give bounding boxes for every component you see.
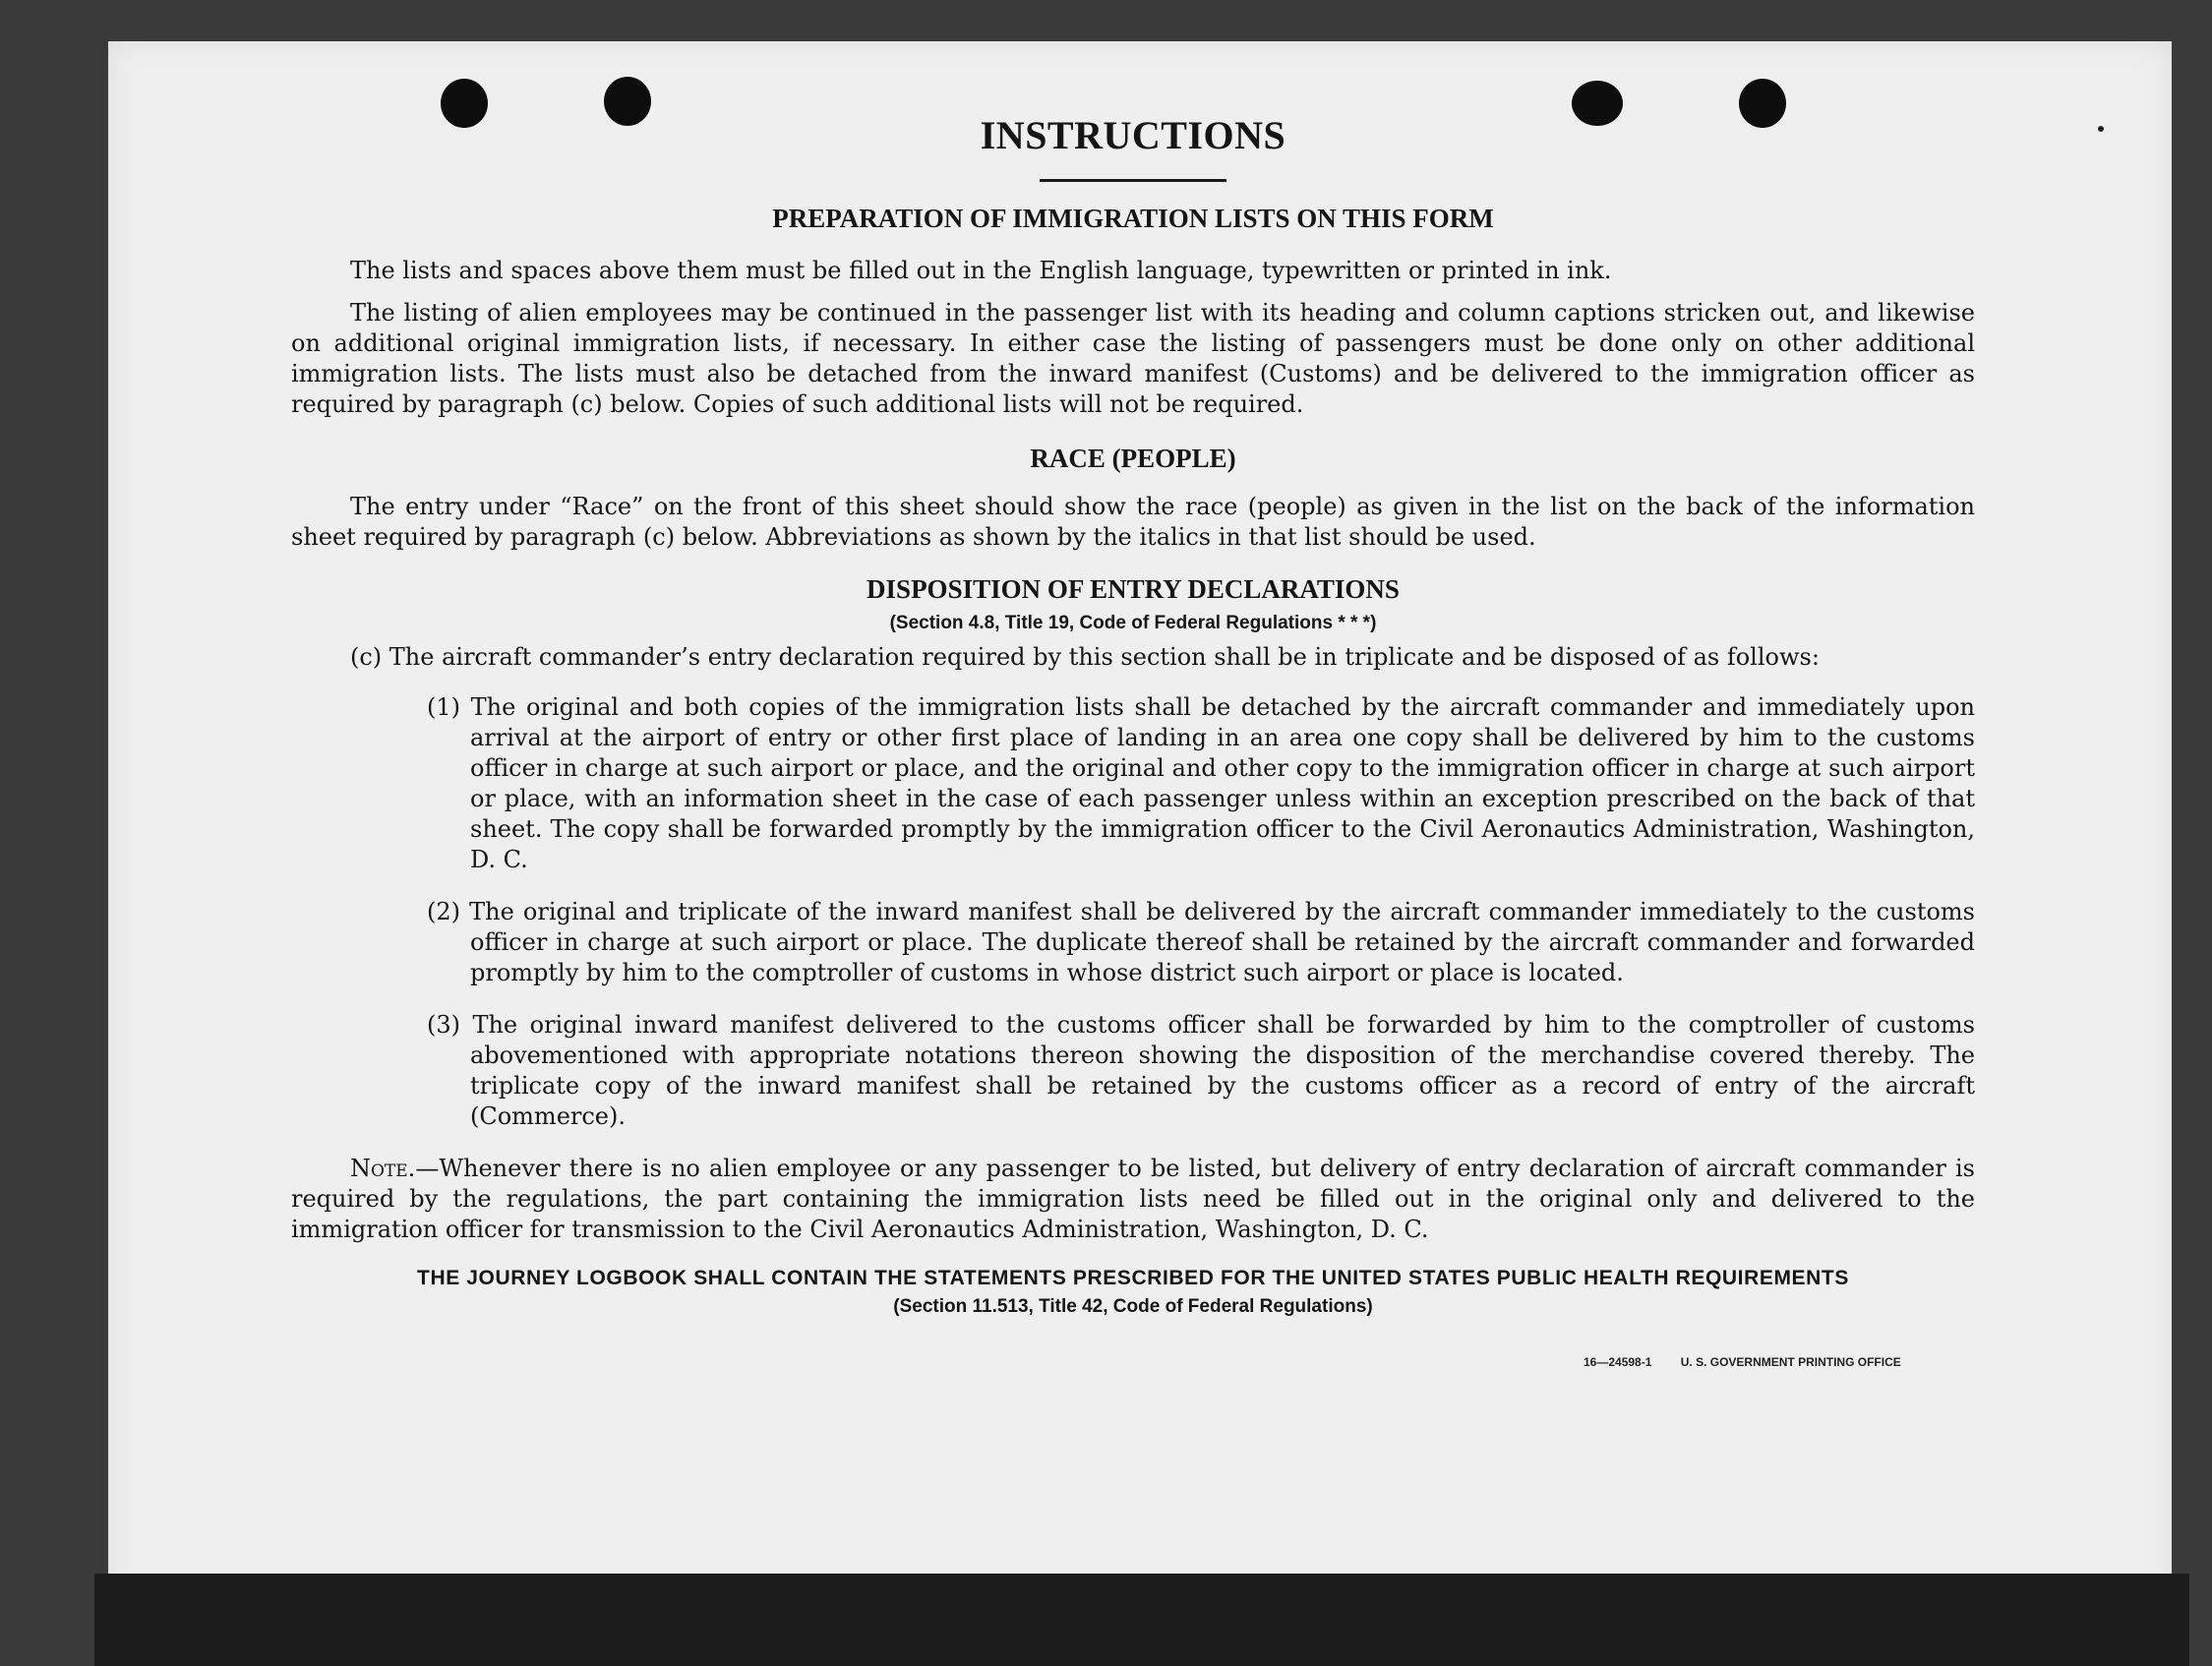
list-item-2: (2) The original and triplicate of the inward manifest shall be delivered by the aircraft commander immediately to the customs officer in charge at such airport or place. The duplicate thereof shall be retained by the aircraft commander and forwarded promptly by him to the comptroller of customs in whose district such airport or place is located. <box>427 898 1975 986</box>
speck-mark <box>2098 126 2104 132</box>
heading-race: RACE (PEOPLE) <box>1030 444 1236 473</box>
list-item-1: (1) The original and both copies of the immigration lists shall be detached by the aircraft commander and immediately upon arrival at the airport of entry or other first place of landing in an area one copy shall be delivered by him to the customs officer in charge at such airport or place, and the original and other copy to the immigration officer in charge at such airport or place, with an information sheet in the case of each passenger unless within an exception prescribed on the back of that sheet. The copy shall be forwarded promptly by the immigration officer to the Civil Aeronautics Administration, Washington, D. C. <box>427 693 1975 873</box>
note-label: Note. <box>350 1155 416 1182</box>
paragraph-preparation-1: The lists and spaces above them must be filled out in the English language, typewritten or printed in ink. <box>350 257 1612 284</box>
page-title: INSTRUCTIONS <box>980 113 1286 157</box>
printer-imprint <box>1584 1355 1927 1369</box>
logbook-statement: THE JOURNEY LOGBOOK SHALL CONTAIN THE STATEMENTS PRESCRIBED FOR THE UNITED STATES PUBLIC HEALTH REQUIREMENTS <box>417 1267 1849 1289</box>
form-number: 16—24598-1 <box>1584 1355 1652 1369</box>
paragraph-disposition-intro: (c) The aircraft commander’s entry declaration required by this section shall be in triplicate and be disposed of as follows: <box>350 643 1820 671</box>
logbook-citation: (Section 11.513, Title 42, Code of Federal Regulations) <box>893 1296 1373 1317</box>
heading-preparation: PREPARATION OF IMMIGRATION LISTS ON THIS FORM <box>772 204 1494 233</box>
torn-bottom-edge <box>94 1574 2189 1666</box>
note-text: —Whenever there is no alien employee or any passenger to be listed, but delivery of entry declaration of aircraft commander is required by the regulations, the part containing the immigration lists need be filled out in the original only and delivered to the immigration officer for transmission to the Civil Aeronautics Administration, Washington, D. C. <box>291 1155 1975 1243</box>
printer-name: U. S. GOVERNMENT PRINTING OFFICE <box>1680 1355 1901 1369</box>
paragraph-race: The entry under “Race” on the front of this sheet should show the race (people) as given in the list on the back of the information sheet required by paragraph (c) below. Abbreviations as shown by the italics in that list should be used. <box>291 493 1975 551</box>
heading-disposition: DISPOSITION OF ENTRY DECLARATIONS <box>867 574 1400 604</box>
citation-disposition: (Section 4.8, Title 19, Code of Federal Regulations * * *) <box>889 613 1377 633</box>
title-underline <box>1040 179 1226 182</box>
document-content <box>291 110 1975 1318</box>
list-item-3: (3) The original inward manifest delivered to the customs officer shall be forwarded by him to the comptroller of customs abovementioned with appropriate notations thereon showing the disposition of the merchandise covered thereby. The triplicate copy of the inward manifest shall be retained by the customs officer as a record of entry of the aircraft (Commerce). <box>427 1011 1975 1130</box>
paragraph-preparation-2: The listing of alien employees may be continued in the passenger list with its heading and column captions stricken out, and likewise on additional original immigration lists, if necessary. In either case the listing of passengers must be done only on other additional immigration lists. The lists must also be detached from the inward manifest (Customs) and be delivered to the immigration officer as required by paragraph (c) below. Copies of such additional lists will not be required. <box>291 299 1975 418</box>
note-paragraph <box>291 1154 1975 1245</box>
